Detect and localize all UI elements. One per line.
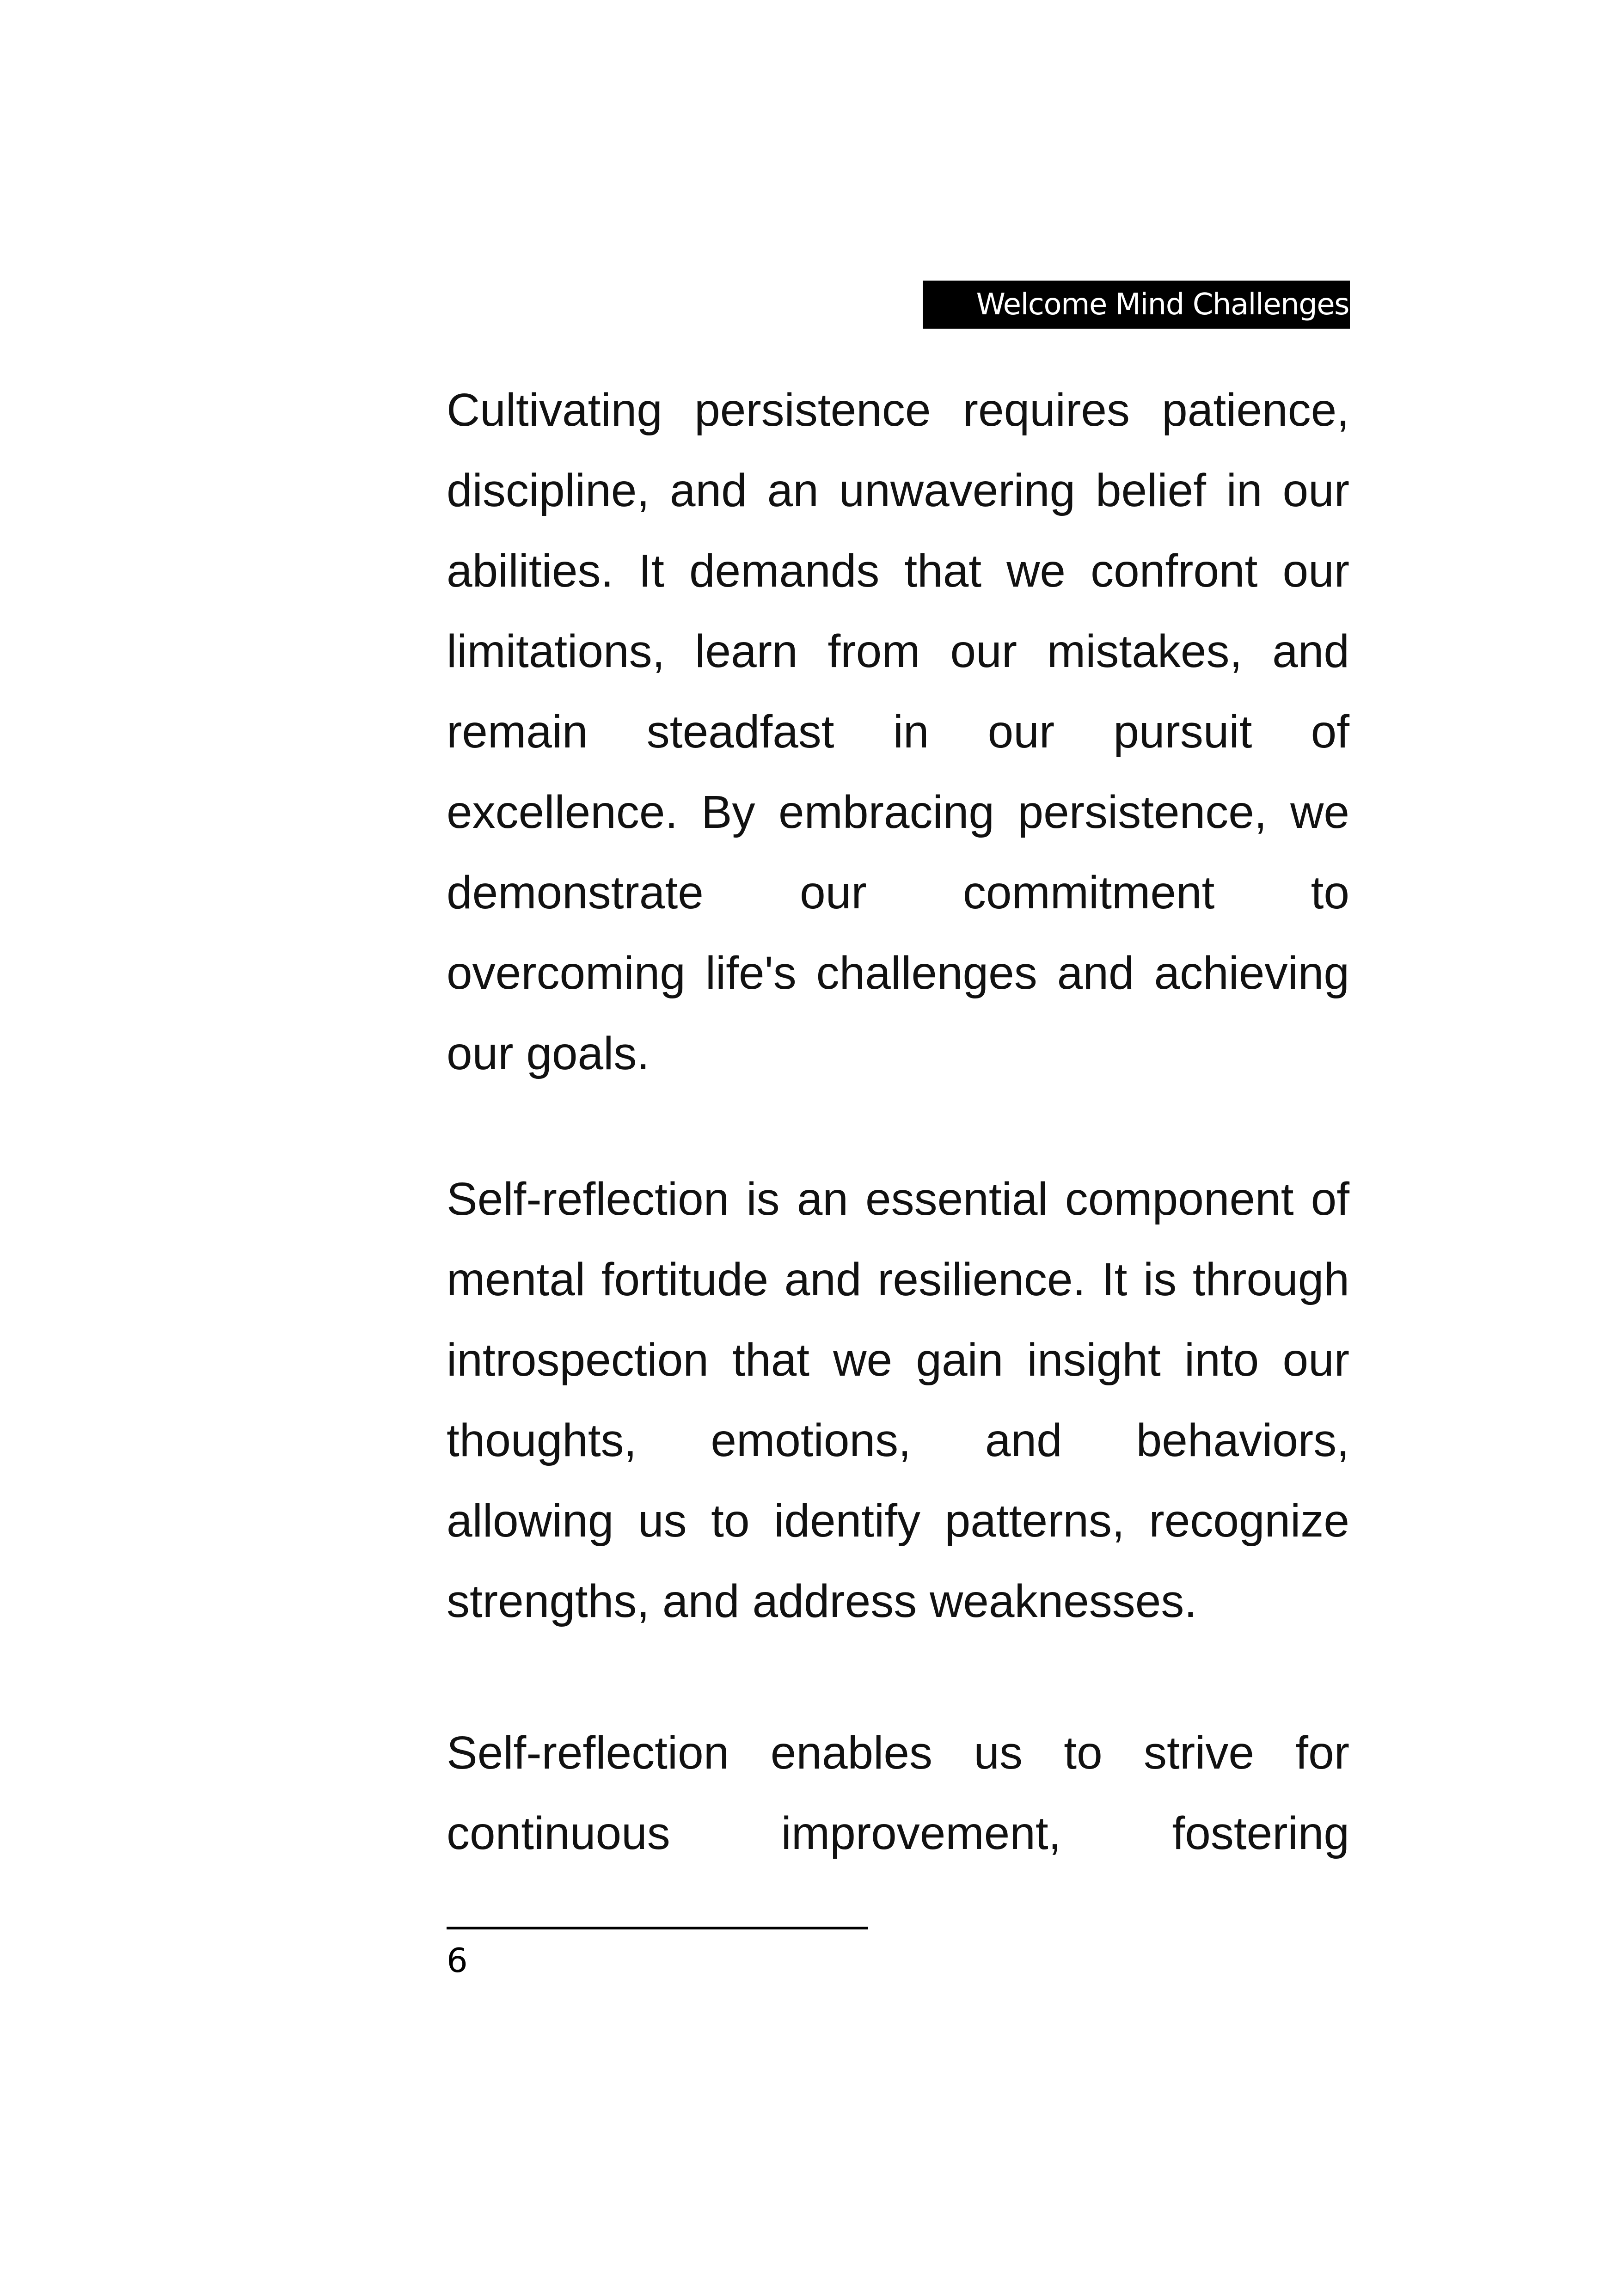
text-line: demonstrate our commitment to xyxy=(447,867,1349,918)
paragraph-self-reflection xyxy=(447,1159,1349,1641)
running-header: Welcome Mind Challenges xyxy=(923,281,1350,329)
paragraph-persistence xyxy=(447,370,1349,1094)
text-line: thoughts, emotions, and behaviors, xyxy=(447,1414,1349,1466)
text-line: excellence. By embracing persistence, we xyxy=(447,786,1349,838)
text-line: discipline, and an unwavering belief in our xyxy=(447,465,1349,516)
footnote-separator xyxy=(447,1927,868,1929)
page-number: 6 xyxy=(447,1941,468,1980)
paragraph-improvement xyxy=(447,1713,1349,1874)
text-line: mental fortitude and resilience. It is through xyxy=(447,1254,1349,1305)
text-line: Self-reflection is an essential component of xyxy=(447,1173,1349,1225)
text-line: Self-reflection enables us to strive for xyxy=(447,1727,1349,1779)
text-line: introspection that we gain insight into our xyxy=(447,1334,1349,1386)
text-line: abilities. It demands that we confront our xyxy=(447,545,1349,597)
text-line: Cultivating persistence requires patience, xyxy=(447,384,1349,436)
text-line: strengths, and address weaknesses. xyxy=(447,1575,1197,1627)
text-line: allowing us to identify patterns, recognize xyxy=(447,1495,1349,1547)
text-line: overcoming life's challenges and achieving xyxy=(447,947,1349,999)
text-line: limitations, learn from our mistakes, and xyxy=(447,625,1349,677)
text-line: remain steadfast in our pursuit of xyxy=(447,706,1349,758)
text-line: continuous improvement, fostering xyxy=(447,1807,1349,1859)
text-line: our goals. xyxy=(447,1028,650,1079)
